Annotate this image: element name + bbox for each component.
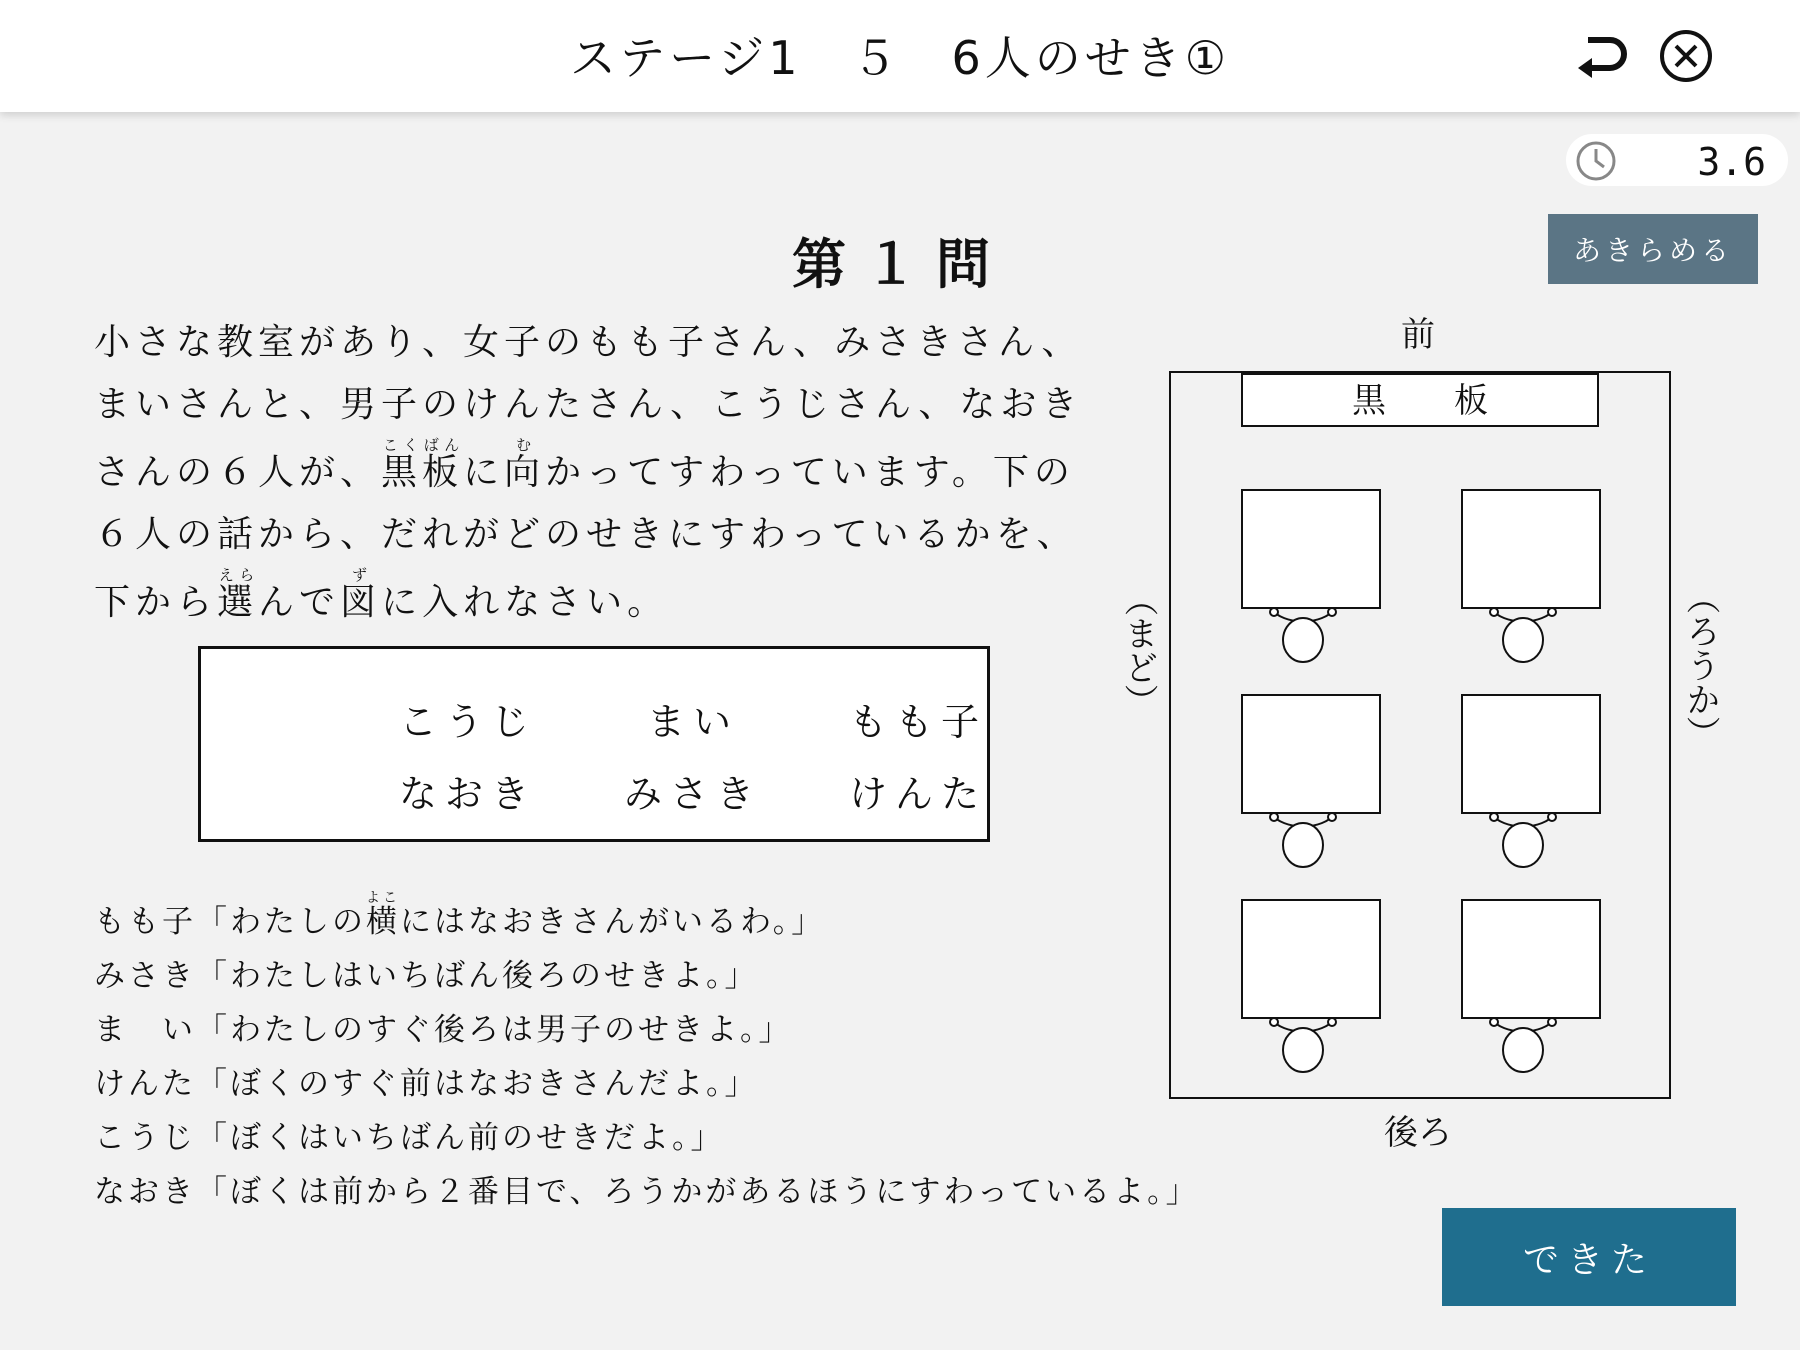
- text-segment: かってすわっています。下の: [545, 452, 1075, 493]
- desk-slot[interactable]: [1462, 490, 1600, 608]
- desk-slot[interactable]: [1462, 695, 1600, 813]
- problem-line: [94, 436, 1084, 504]
- clock-icon: [1574, 139, 1618, 183]
- text-segment: に: [463, 452, 505, 493]
- front-label: 前: [1401, 315, 1435, 355]
- text-segment: に入れなさい。: [381, 582, 669, 623]
- hint-line: けんた「ぼくのすぐ前はなおきさんだよ。」: [94, 1066, 759, 1102]
- back-label: 後ろ: [1384, 1113, 1452, 1153]
- text-segment: もも子「わたしの: [94, 904, 366, 940]
- page-title: ステージ1 ５ 6人のせき①: [570, 31, 1230, 85]
- furigana: ず: [340, 566, 382, 584]
- give-up-button[interactable]: あきらめる: [1548, 214, 1758, 284]
- kanji: 黒板: [381, 452, 464, 493]
- furigana-word: [366, 890, 400, 940]
- return-arrow-icon: [1574, 26, 1634, 86]
- text-segment: にはなおきさんがいるわ。」: [400, 904, 826, 940]
- choice-koji[interactable]: こうじ: [398, 700, 537, 744]
- choice-momoko[interactable]: もも子: [848, 700, 987, 744]
- text-segment: んで: [258, 582, 341, 623]
- desk-slot[interactable]: [1462, 900, 1600, 1018]
- problem-line: [94, 566, 1084, 634]
- hint-line: こうじ「ぼくはいちばん前のせきだよ。」: [94, 1120, 725, 1156]
- close-button[interactable]: [1656, 26, 1716, 86]
- question-title: 第１問: [792, 233, 1008, 296]
- choice-kenta[interactable]: けんた: [848, 772, 987, 816]
- desk-slot[interactable]: [1242, 900, 1380, 1018]
- furigana-word: [381, 436, 464, 493]
- kanji: 向: [504, 452, 546, 493]
- hint-line: みさき「わたしはいちばん後ろのせきよ。」: [94, 958, 759, 994]
- seat-middle-left[interactable]: [1242, 695, 1380, 867]
- text-segment: さんの６人が、: [94, 452, 382, 493]
- kanji: 横: [366, 904, 400, 940]
- furigana-word: [504, 436, 546, 493]
- back-button[interactable]: [1574, 26, 1634, 86]
- problem-line: ６人の話から、だれがどのせきにすわっているかを、: [94, 514, 1078, 555]
- timer-value: 3.6: [1697, 140, 1766, 184]
- name-choices-box: [198, 646, 990, 842]
- furigana-word: [340, 566, 382, 623]
- choice-mai[interactable]: まい: [646, 700, 739, 744]
- furigana: む: [504, 436, 546, 454]
- seat-back-left[interactable]: [1242, 900, 1380, 1072]
- furigana: こくばん: [381, 436, 464, 454]
- seat-front-left[interactable]: [1242, 490, 1380, 662]
- problem-line: まいさんと、男子のけんたさん、こうじさん、なおき: [94, 384, 1083, 425]
- text-segment: 下から: [94, 582, 218, 623]
- hint-line: ま い「わたしのすぐ後ろは男子のせきよ。」: [94, 1012, 793, 1048]
- desk-slot[interactable]: [1242, 490, 1380, 608]
- timer: [1566, 134, 1788, 186]
- done-button[interactable]: できた: [1442, 1208, 1736, 1306]
- seat-front-right[interactable]: [1462, 490, 1600, 662]
- choice-misaki[interactable]: みさき: [623, 772, 762, 816]
- furigana: えら: [217, 566, 259, 584]
- seat-middle-right[interactable]: [1462, 695, 1600, 867]
- header-bar: [0, 0, 1800, 112]
- window-label: （まど）: [1118, 582, 1158, 718]
- close-icon: [1656, 26, 1716, 86]
- classroom-diagram: [1110, 312, 1720, 1172]
- desk-slot[interactable]: [1242, 695, 1380, 813]
- hint-line: なおき「ぼくは前から２番目で、ろうかがあるほうにすわっているよ。」: [94, 1174, 1200, 1210]
- blackboard-label: 黒 板: [1352, 381, 1488, 421]
- hallway-label: （ろうか）: [1680, 580, 1720, 750]
- choice-naoki[interactable]: なおき: [398, 772, 537, 816]
- furigana-word: [217, 566, 259, 623]
- problem-text: [94, 312, 1084, 634]
- kanji: 選: [217, 582, 259, 623]
- seat-back-right[interactable]: [1462, 900, 1600, 1072]
- kanji: 図: [340, 582, 382, 623]
- problem-line: 小さな教室があり、女子のもも子さん、みさきさん、: [94, 322, 1083, 363]
- furigana: よこ: [366, 890, 400, 906]
